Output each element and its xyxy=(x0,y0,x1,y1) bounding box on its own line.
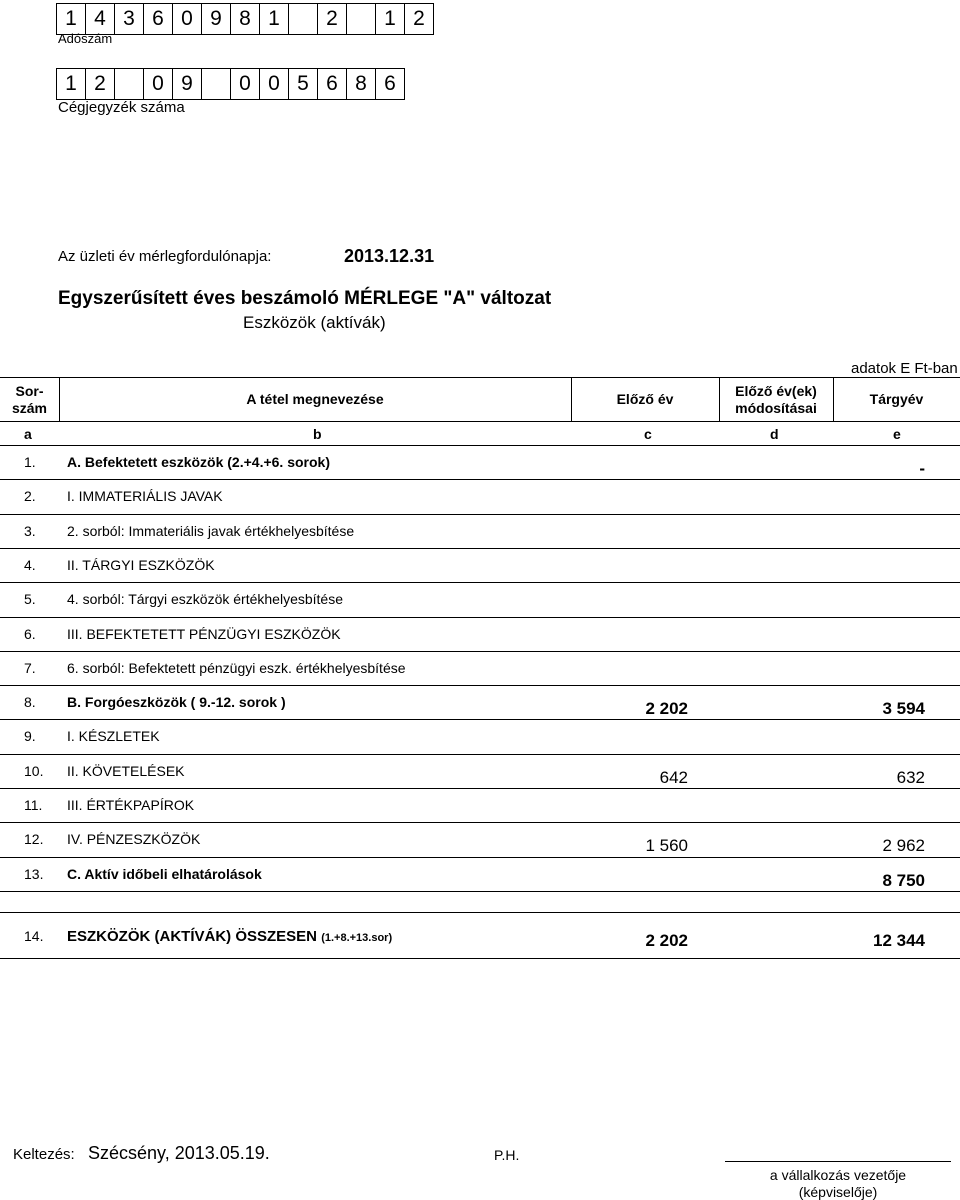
row-divider xyxy=(0,788,960,789)
row-number: 11. xyxy=(24,797,43,813)
total-prev-value: 2 202 xyxy=(645,931,688,950)
header-curr: Tárgyév xyxy=(869,391,924,407)
header-sorszam: Sor- szám xyxy=(11,383,48,416)
row-divider xyxy=(0,685,960,686)
row-number: 12. xyxy=(24,831,44,848)
row-divider xyxy=(0,514,960,515)
digit-box: 6 xyxy=(318,69,347,99)
digit-box: 2 xyxy=(86,69,115,99)
digit-box: 0 xyxy=(260,69,289,99)
row-name: 6. sorból: Befektetett pénzügyi eszk. értékhelyesbítése xyxy=(67,659,406,676)
signature-title: a vállalkozás vezetője xyxy=(769,1167,907,1183)
cegjegyzek-label: Cégjegyzék száma xyxy=(58,99,185,116)
digit-box: 5 xyxy=(289,69,318,99)
row-divider xyxy=(0,582,960,583)
digit-box: 8 xyxy=(231,4,260,34)
row-number: 9. xyxy=(24,728,36,745)
row-curr-value: 3 594 xyxy=(882,699,925,719)
digit-box: 9 xyxy=(202,4,231,34)
digit-box: 1 xyxy=(260,4,289,34)
row-divider xyxy=(0,617,960,618)
digit-box xyxy=(115,69,144,99)
date-value: 2013.12.31 xyxy=(344,246,435,266)
keltezes-value: Szécsény, 2013.05.19. xyxy=(88,1143,270,1163)
total-row-name-main: ESZKÖZÖK (AKTÍVÁK) ÖSSZESEN xyxy=(67,928,318,945)
row-name: A. Befektetett eszközök (2.+4.+6. sorok) xyxy=(67,454,330,470)
row-number: 13. xyxy=(24,865,44,882)
row-number: 6. xyxy=(24,625,36,642)
total-bottom-line xyxy=(0,958,960,959)
row-curr-value: 2 962 xyxy=(882,836,925,856)
digit-box: 6 xyxy=(376,69,405,99)
report-title: Egyszerűsített éves beszámoló MÉRLEGE "A" változat xyxy=(58,288,552,309)
row-number: 4. xyxy=(24,556,36,573)
digit-box: 9 xyxy=(173,69,202,99)
header-bottom-line xyxy=(0,421,960,422)
row-number: 5. xyxy=(24,591,36,608)
digit-box xyxy=(347,4,376,34)
signature-line xyxy=(725,1161,951,1162)
row-name: 4. sorból: Tárgyi eszközök értékhelyesbítése xyxy=(67,591,343,608)
digit-box: 0 xyxy=(173,4,202,34)
letter-a: a xyxy=(24,426,32,442)
letter-d: d xyxy=(770,426,779,442)
digit-box: 2 xyxy=(318,4,347,34)
row-prev-value: 1 560 xyxy=(645,836,688,856)
row-name: I. IMMATERIÁLIS JAVAK xyxy=(67,488,223,505)
row-divider xyxy=(0,479,960,480)
letter-b: b xyxy=(313,426,322,442)
row-prev-value: 642 xyxy=(659,767,688,787)
row-number: 10. xyxy=(24,762,44,779)
digit-box: 2 xyxy=(405,4,434,34)
report-subtitle: Eszközök (aktívák) xyxy=(243,313,386,332)
total-row-name-suffix: (1.+8.+13.sor) xyxy=(321,932,393,944)
adoszam-boxes xyxy=(56,3,434,35)
digit-box: 6 xyxy=(144,4,173,34)
row-name: C. Aktív időbeli elhatárolások xyxy=(67,865,262,882)
row-number: 1. xyxy=(24,454,36,470)
total-row-number: 14. xyxy=(24,928,44,944)
digit-box: 1 xyxy=(376,4,405,34)
row-number: 2. xyxy=(24,488,36,505)
row-name: II. KÖVETELÉSEK xyxy=(67,762,185,779)
row-curr-value: - xyxy=(919,459,925,478)
row-divider xyxy=(0,548,960,549)
digit-box: 0 xyxy=(231,69,260,99)
row-curr-value: 632 xyxy=(896,767,925,787)
row-curr-value: 8 750 xyxy=(882,870,925,890)
row-divider xyxy=(0,754,960,755)
adoszam-label: Adószám xyxy=(58,31,113,46)
row-name: III. ÉRTÉKPAPÍROK xyxy=(67,797,195,813)
row-divider xyxy=(0,651,960,652)
letter-c: c xyxy=(644,426,652,442)
row-name: I. KÉSZLETEK xyxy=(67,728,160,745)
digit-box: 0 xyxy=(144,69,173,99)
row-number: 8. xyxy=(24,694,36,711)
digit-box: 8 xyxy=(347,69,376,99)
cegjegyzek-boxes xyxy=(56,68,405,100)
row-name: II. TÁRGYI ESZKÖZÖK xyxy=(67,556,215,573)
total-curr-value: 12 344 xyxy=(873,931,925,950)
header-mod: Előző év(ek) módosításai xyxy=(735,383,817,416)
header-top-line xyxy=(0,377,960,378)
digit-box: 3 xyxy=(115,4,144,34)
row-name: 2. sorból: Immateriális javak értékhelyesbítése xyxy=(67,522,355,539)
unit-note: adatok E Ft-ban xyxy=(851,360,958,377)
header-name: A tétel megnevezése xyxy=(246,391,384,407)
row-number: 7. xyxy=(24,659,36,676)
date-label: Az üzleti év mérlegfordulónapja: xyxy=(58,248,272,265)
row-name: B. Forgóeszközök ( 9.-12. sorok ) xyxy=(67,694,286,711)
total-top-line xyxy=(0,912,960,913)
ph-label: P.H. xyxy=(494,1147,520,1163)
letter-e: e xyxy=(893,426,901,442)
row-name: IV. PÉNZESZKÖZÖK xyxy=(67,831,201,848)
digit-box xyxy=(202,69,231,99)
letters-bottom-line xyxy=(0,445,960,446)
digit-box: 4 xyxy=(86,4,115,34)
row-divider xyxy=(0,857,960,858)
keltezes-label: Keltezés: xyxy=(13,1146,75,1163)
row-divider xyxy=(0,822,960,823)
row-prev-value: 2 202 xyxy=(645,699,688,719)
row-divider xyxy=(0,891,960,892)
header-prev: Előző év xyxy=(616,391,674,407)
digit-box: 1 xyxy=(57,4,86,34)
digit-box xyxy=(289,4,318,34)
row-number: 3. xyxy=(24,522,36,539)
total-row-name xyxy=(67,928,392,945)
row-divider xyxy=(0,719,960,720)
digit-box: 1 xyxy=(57,69,86,99)
row-name: III. BEFEKTETETT PÉNZÜGYI ESZKÖZÖK xyxy=(67,625,341,642)
signature-subtitle: (képviselője) xyxy=(798,1184,878,1200)
